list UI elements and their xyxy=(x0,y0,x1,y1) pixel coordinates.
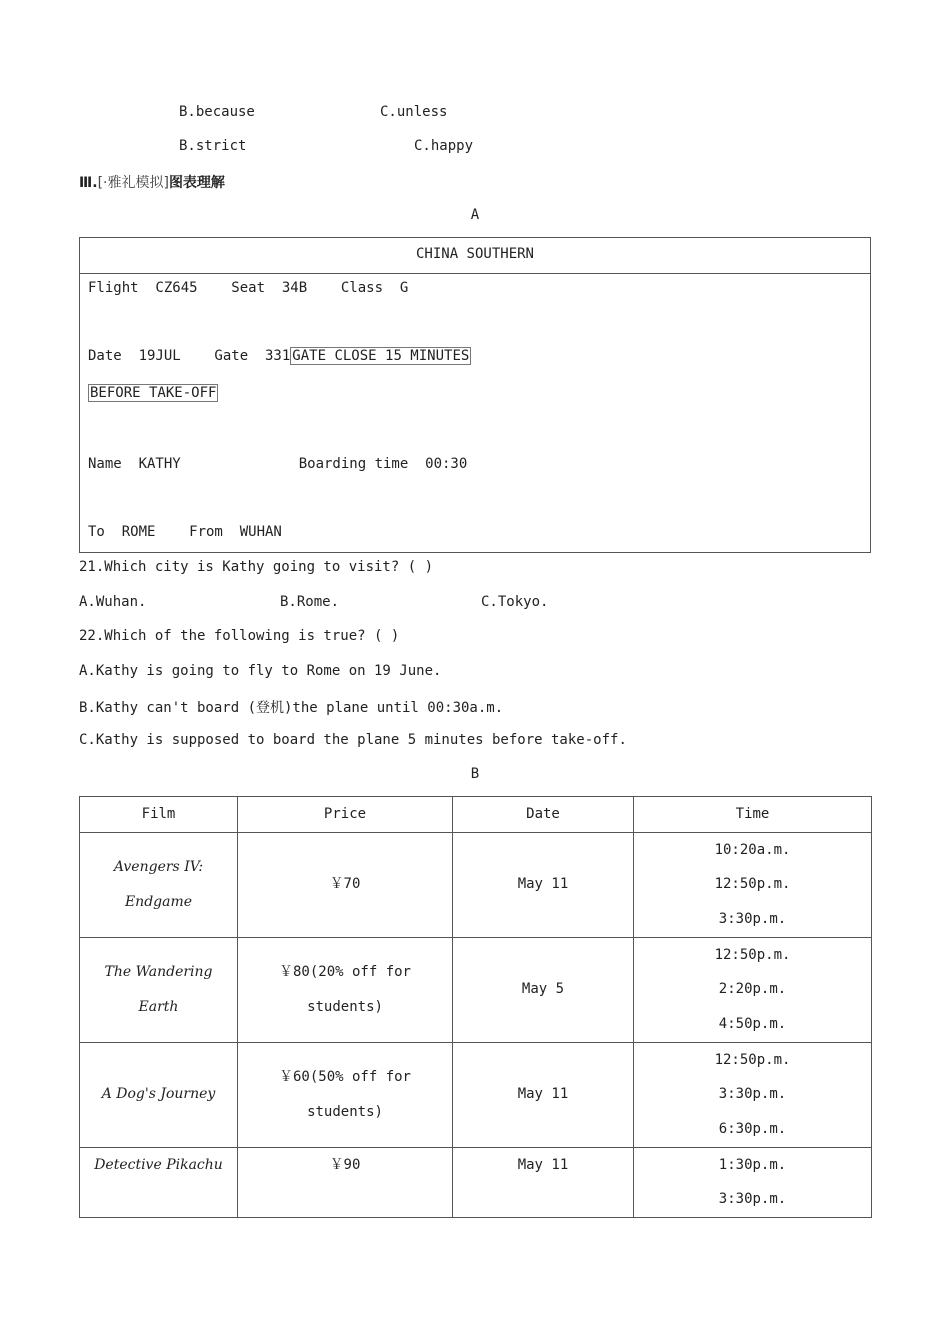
q21-option-c: C.Tokyo. xyxy=(481,594,549,610)
date-cell: May 5 xyxy=(453,937,634,1042)
header-price: Price xyxy=(238,797,453,833)
question-22: 22.Which of the following is true? ( ) xyxy=(79,628,400,644)
airline-name: CHINA SOUTHERN xyxy=(80,238,870,274)
showtime: 12:50p.m. xyxy=(714,876,791,893)
price-cell xyxy=(238,1042,453,1147)
section-heading xyxy=(79,172,225,192)
table-row xyxy=(80,1042,872,1147)
gate-close-notice-cont: BEFORE TAKE-OFF xyxy=(90,385,217,401)
price-cell xyxy=(238,937,453,1042)
section-number: Ⅲ. xyxy=(79,175,98,191)
q22-option-a: A.Kathy is going to fly to Rome on 19 June. xyxy=(79,663,442,679)
showtime: 1:30p.m. xyxy=(718,1156,787,1173)
showtime: 6:30p.m. xyxy=(718,1120,787,1137)
showtime: 3:30p.m. xyxy=(718,1191,787,1207)
q21-option-b: B.Rome. xyxy=(280,594,340,610)
showtime: 3:30p.m. xyxy=(718,910,787,927)
film-cell: A Dog's Journey xyxy=(80,1042,238,1147)
header-film: Film xyxy=(80,797,238,833)
route-line: To ROME From WUHAN xyxy=(88,524,282,540)
label-b: B xyxy=(470,766,480,782)
film-schedule-table xyxy=(79,796,872,1218)
time-cell xyxy=(634,832,872,937)
header-date: Date xyxy=(453,797,634,833)
price-text-cont: students) xyxy=(307,1103,383,1120)
date-gate-line xyxy=(88,348,471,364)
price-cell: ￥70 xyxy=(238,832,453,937)
header-time: Time xyxy=(634,797,872,833)
time-cell xyxy=(634,1147,872,1217)
option-c-1: C.unless xyxy=(380,104,448,120)
label-a: A xyxy=(470,207,480,223)
film-cell xyxy=(80,832,238,937)
gate-close-notice: GATE CLOSE 15 MINUTES xyxy=(292,348,470,364)
showtime: 12:50p.m. xyxy=(714,1051,791,1068)
film-title: Avengers IV: xyxy=(113,859,204,875)
flight-line: Flight CZ645 Seat 34B Class G xyxy=(88,280,409,296)
film-cell xyxy=(80,937,238,1042)
showtime: 12:50p.m. xyxy=(714,946,791,963)
date-cell: May 11 xyxy=(453,832,634,937)
price-text: ￥60(50% off for xyxy=(278,1069,411,1085)
showtime: 2:20p.m. xyxy=(718,981,787,998)
price-text-cont: students) xyxy=(307,998,383,1015)
table-row xyxy=(80,832,872,937)
table-header-row xyxy=(80,797,872,833)
notice-line-2 xyxy=(88,385,218,401)
name-boarding-line: Name KATHY Boarding time 00:30 xyxy=(88,456,468,472)
price-cell: ￥90 xyxy=(238,1147,453,1217)
time-cell xyxy=(634,937,872,1042)
section-source: [·雅礼模拟] xyxy=(97,175,169,191)
film-cell: Detective Pikachu xyxy=(80,1147,238,1217)
option-b-2: B.strict xyxy=(179,138,247,154)
q22-option-c: C.Kathy is supposed to board the plane 5 minutes before take-off. xyxy=(79,732,627,748)
option-c-2: C.happy xyxy=(414,138,474,154)
question-21: 21.Which city is Kathy going to visit? ( ) xyxy=(79,559,434,575)
film-title-cont: Earth xyxy=(138,998,179,1015)
q22-option-b: B.Kathy can't board (登机)the plane until 00:30a.m. xyxy=(79,700,504,716)
date-cell: May 11 xyxy=(453,1147,634,1217)
showtime: 3:30p.m. xyxy=(718,1086,787,1103)
section-title: 图表理解 xyxy=(168,175,225,191)
q21-option-a: A.Wuhan. xyxy=(79,594,147,610)
film-title-cont: Endgame xyxy=(124,893,193,910)
showtime: 10:20a.m. xyxy=(714,841,791,858)
date-gate-text: Date 19JUL Gate 331 xyxy=(88,348,291,364)
price-text: ￥80(20% off for xyxy=(278,964,411,980)
time-cell xyxy=(634,1042,872,1147)
option-b-1: B.because xyxy=(179,104,255,120)
table-row xyxy=(80,937,872,1042)
film-title: The Wandering xyxy=(104,964,213,980)
boarding-pass xyxy=(79,237,871,553)
table-row xyxy=(80,1147,872,1217)
showtime: 4:50p.m. xyxy=(718,1015,787,1032)
date-cell: May 11 xyxy=(453,1042,634,1147)
